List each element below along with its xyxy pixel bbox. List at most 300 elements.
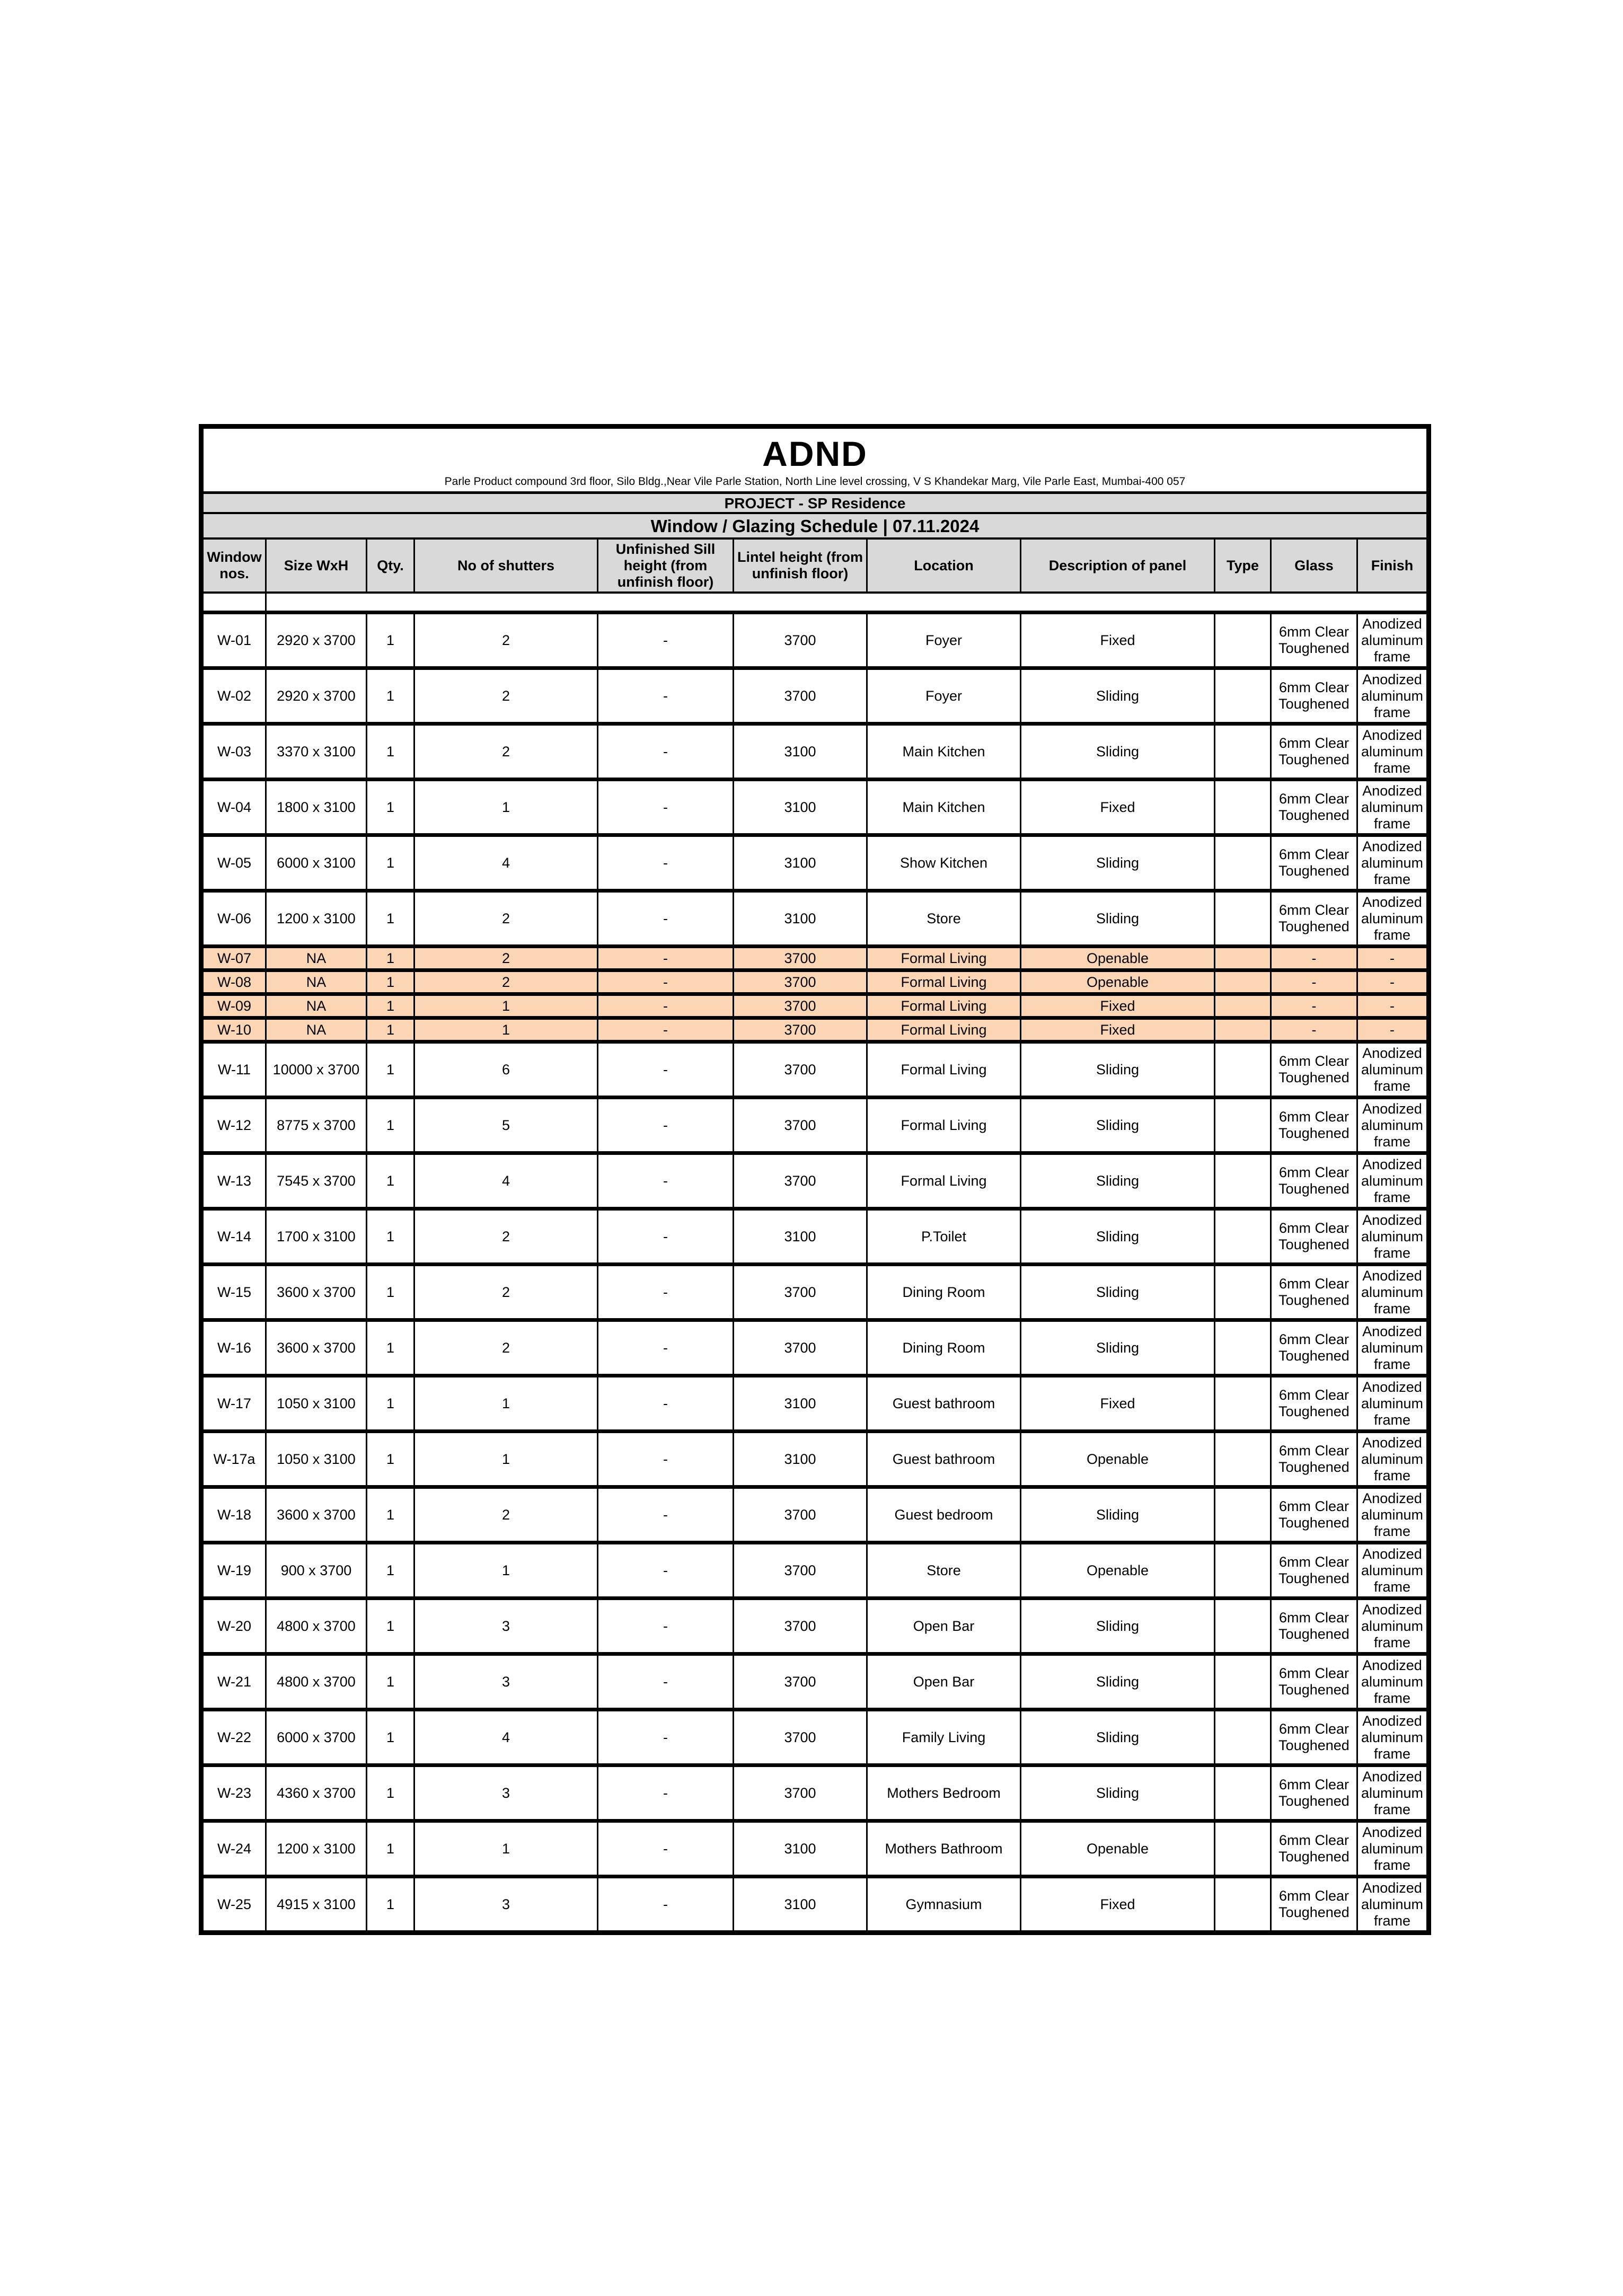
cell-finish: Anodized aluminum frame (1357, 1376, 1429, 1432)
cell-lintel-height: 3700 (734, 1018, 867, 1042)
cell-glass: 6mm Clear Toughened (1271, 1432, 1357, 1487)
cell-lintel-height: 3700 (734, 1543, 867, 1599)
cell-finish: - (1357, 1018, 1429, 1042)
cell-glass: 6mm Clear Toughened (1271, 1376, 1357, 1432)
cell-qty: 1 (367, 891, 414, 947)
cell-glass: 6mm Clear Toughened (1271, 1209, 1357, 1265)
cell-window-no: W-22 (201, 1710, 266, 1765)
cell-type (1215, 1153, 1271, 1209)
column-header-6: Location (867, 538, 1021, 593)
cell-location: Gymnasium (867, 1877, 1021, 1933)
cell-location: P.Toilet (867, 1209, 1021, 1265)
cell-finish: Anodized aluminum frame (1357, 1209, 1429, 1265)
cell-finish: Anodized aluminum frame (1357, 1042, 1429, 1098)
cell-panel-description: Sliding (1021, 1710, 1215, 1765)
cell-lintel-height: 3100 (734, 1877, 867, 1933)
cell-finish: Anodized aluminum frame (1357, 724, 1429, 780)
cell-location: Store (867, 1543, 1021, 1599)
cell-panel-description: Fixed (1021, 1018, 1215, 1042)
cell-size: 1200 x 3100 (266, 891, 367, 947)
cell-size: 1800 x 3100 (266, 780, 367, 835)
cell-size: 3600 x 3700 (266, 1487, 367, 1543)
cell-sill-height: - (598, 1042, 734, 1098)
cell-location: Foyer (867, 613, 1021, 668)
cell-glass: 6mm Clear Toughened (1271, 1098, 1357, 1153)
cell-glass: 6mm Clear Toughened (1271, 668, 1357, 724)
cell-glass: 6mm Clear Toughened (1271, 1042, 1357, 1098)
cell-qty: 1 (367, 613, 414, 668)
table-row (201, 1487, 1429, 1543)
cell-size: NA (266, 970, 367, 994)
cell-window-no: W-13 (201, 1153, 266, 1209)
cell-lintel-height: 3700 (734, 1320, 867, 1376)
cell-qty: 1 (367, 668, 414, 724)
spacer-row (201, 593, 1429, 613)
table-row (201, 1098, 1429, 1153)
cell-location: Formal Living (867, 1153, 1021, 1209)
cell-window-no: W-19 (201, 1543, 266, 1599)
cell-qty: 1 (367, 1543, 414, 1599)
cell-size: NA (266, 994, 367, 1018)
cell-glass: 6mm Clear Toughened (1271, 1153, 1357, 1209)
cell-size: 4800 x 3700 (266, 1654, 367, 1710)
cell-type (1215, 1487, 1271, 1543)
cell-window-no: W-20 (201, 1599, 266, 1654)
cell-size: 4800 x 3700 (266, 1599, 367, 1654)
cell-type (1215, 1209, 1271, 1265)
cell-location: Show Kitchen (867, 835, 1021, 891)
cell-location: Main Kitchen (867, 780, 1021, 835)
cell-lintel-height: 3100 (734, 724, 867, 780)
cell-size: NA (266, 947, 367, 970)
cell-sill-height: - (598, 994, 734, 1018)
cell-window-no: W-12 (201, 1098, 266, 1153)
cell-finish: Anodized aluminum frame (1357, 1765, 1429, 1821)
cell-lintel-height: 3700 (734, 1265, 867, 1320)
cell-qty: 1 (367, 1654, 414, 1710)
cell-size: 10000 x 3700 (266, 1042, 367, 1098)
cell-qty: 1 (367, 970, 414, 994)
company-address: Parle Product compound 3rd floor, Silo Bldg.,Near Vile Parle Station, North Line level crossing, V S Khandekar Marg, Vile Parle East, Mumbai-400 057 (444, 475, 1186, 488)
spacer-cell-merged (266, 593, 1429, 613)
cell-type (1215, 1765, 1271, 1821)
cell-shutters: 1 (414, 1018, 598, 1042)
cell-window-no: W-18 (201, 1487, 266, 1543)
cell-location: Formal Living (867, 1098, 1021, 1153)
cell-size: 1200 x 3100 (266, 1821, 367, 1877)
table-row (201, 668, 1429, 724)
cell-shutters: 1 (414, 1821, 598, 1877)
cell-panel-description: Sliding (1021, 724, 1215, 780)
cell-finish: - (1357, 947, 1429, 970)
table-row (201, 1765, 1429, 1821)
column-header-7: Description of panel (1021, 538, 1215, 593)
cell-finish: Anodized aluminum frame (1357, 1654, 1429, 1710)
cell-window-no: W-01 (201, 613, 266, 668)
cell-finish: - (1357, 994, 1429, 1018)
column-header-0: Window nos. (201, 538, 266, 593)
table-row (201, 1654, 1429, 1710)
cell-type (1215, 1543, 1271, 1599)
cell-panel-description: Fixed (1021, 994, 1215, 1018)
table-row (201, 1432, 1429, 1487)
cell-location: Formal Living (867, 970, 1021, 994)
cell-window-no: W-14 (201, 1209, 266, 1265)
cell-window-no: W-21 (201, 1654, 266, 1710)
cell-sill-height: - (598, 780, 734, 835)
cell-qty: 1 (367, 1209, 414, 1265)
table-row (201, 1320, 1429, 1376)
cell-sill-height: - (598, 724, 734, 780)
cell-shutters: 2 (414, 970, 598, 994)
cell-location: Family Living (867, 1710, 1021, 1765)
cell-glass: 6mm Clear Toughened (1271, 780, 1357, 835)
cell-panel-description: Sliding (1021, 1209, 1215, 1265)
cell-sill-height: - (598, 1654, 734, 1710)
cell-glass: 6mm Clear Toughened (1271, 1710, 1357, 1765)
cell-size: NA (266, 1018, 367, 1042)
cell-location: Guest bathroom (867, 1432, 1021, 1487)
table-row (201, 994, 1429, 1018)
cell-qty: 1 (367, 1487, 414, 1543)
cell-size: 6000 x 3100 (266, 835, 367, 891)
cell-shutters: 4 (414, 835, 598, 891)
cell-qty: 1 (367, 1710, 414, 1765)
table-row (201, 891, 1429, 947)
cell-lintel-height: 3100 (734, 780, 867, 835)
column-header-1: Size WxH (266, 538, 367, 593)
project-title: PROJECT - SP Residence (201, 493, 1429, 514)
title-block-row (201, 427, 1429, 493)
cell-location: Mothers Bathroom (867, 1821, 1021, 1877)
cell-panel-description: Sliding (1021, 1765, 1215, 1821)
cell-finish: Anodized aluminum frame (1357, 1710, 1429, 1765)
cell-location: Dining Room (867, 1320, 1021, 1376)
cell-location: Formal Living (867, 947, 1021, 970)
schedule-table (199, 424, 1431, 1935)
cell-sill-height: - (598, 613, 734, 668)
cell-window-no: W-15 (201, 1265, 266, 1320)
cell-lintel-height: 3700 (734, 1042, 867, 1098)
cell-sill-height: - (598, 1765, 734, 1821)
cell-location: Dining Room (867, 1265, 1021, 1320)
cell-lintel-height: 3100 (734, 1432, 867, 1487)
cell-sill-height: - (598, 1265, 734, 1320)
cell-glass: 6mm Clear Toughened (1271, 1543, 1357, 1599)
cell-finish: Anodized aluminum frame (1357, 1432, 1429, 1487)
cell-qty: 1 (367, 724, 414, 780)
cell-finish: Anodized aluminum frame (1357, 835, 1429, 891)
cell-window-no: W-17a (201, 1432, 266, 1487)
table-row (201, 1265, 1429, 1320)
cell-size: 4915 x 3100 (266, 1877, 367, 1933)
cell-shutters: 2 (414, 947, 598, 970)
cell-shutters: 1 (414, 780, 598, 835)
cell-panel-description: Sliding (1021, 1487, 1215, 1543)
cell-finish: Anodized aluminum frame (1357, 1153, 1429, 1209)
cell-type (1215, 1821, 1271, 1877)
cell-glass: - (1271, 947, 1357, 970)
cell-type (1215, 994, 1271, 1018)
cell-lintel-height: 3700 (734, 947, 867, 970)
cell-sill-height: - (598, 947, 734, 970)
cell-glass: - (1271, 994, 1357, 1018)
cell-sill-height: - (598, 1543, 734, 1599)
cell-qty: 1 (367, 1376, 414, 1432)
cell-type (1215, 1432, 1271, 1487)
cell-panel-description: Openable (1021, 947, 1215, 970)
cell-shutters: 2 (414, 668, 598, 724)
cell-type (1215, 668, 1271, 724)
cell-type (1215, 724, 1271, 780)
cell-finish: Anodized aluminum frame (1357, 780, 1429, 835)
cell-sill-height: - (598, 1018, 734, 1042)
cell-qty: 1 (367, 1821, 414, 1877)
cell-qty: 1 (367, 1432, 414, 1487)
cell-type (1215, 1654, 1271, 1710)
cell-type (1215, 1710, 1271, 1765)
cell-glass: 6mm Clear Toughened (1271, 1821, 1357, 1877)
cell-size: 3600 x 3700 (266, 1265, 367, 1320)
cell-glass: 6mm Clear Toughened (1271, 1265, 1357, 1320)
cell-finish: Anodized aluminum frame (1357, 1543, 1429, 1599)
cell-location: Guest bathroom (867, 1376, 1021, 1432)
cell-qty: 1 (367, 994, 414, 1018)
cell-glass: 6mm Clear Toughened (1271, 1765, 1357, 1821)
cell-window-no: W-16 (201, 1320, 266, 1376)
cell-type (1215, 1599, 1271, 1654)
cell-location: Main Kitchen (867, 724, 1021, 780)
table-row (201, 1018, 1429, 1042)
table-row (201, 1877, 1429, 1933)
column-header-9: Glass (1271, 538, 1357, 593)
cell-sill-height: - (598, 668, 734, 724)
cell-finish: Anodized aluminum frame (1357, 1821, 1429, 1877)
cell-panel-description: Sliding (1021, 1265, 1215, 1320)
cell-panel-description: Openable (1021, 1821, 1215, 1877)
cell-finish: Anodized aluminum frame (1357, 891, 1429, 947)
cell-window-no: W-06 (201, 891, 266, 947)
cell-size: 8775 x 3700 (266, 1098, 367, 1153)
cell-sill-height: - (598, 1209, 734, 1265)
cell-lintel-height: 3700 (734, 994, 867, 1018)
cell-window-no: W-17 (201, 1376, 266, 1432)
column-header-row (201, 538, 1429, 593)
cell-type (1215, 1265, 1271, 1320)
cell-shutters: 1 (414, 1376, 598, 1432)
cell-type (1215, 780, 1271, 835)
cell-glass: 6mm Clear Toughened (1271, 1599, 1357, 1654)
cell-window-no: W-09 (201, 994, 266, 1018)
cell-finish: Anodized aluminum frame (1357, 1487, 1429, 1543)
cell-window-no: W-07 (201, 947, 266, 970)
cell-qty: 1 (367, 1042, 414, 1098)
cell-size: 3600 x 3700 (266, 1320, 367, 1376)
cell-panel-description: Fixed (1021, 1877, 1215, 1933)
table-row (201, 1042, 1429, 1098)
company-logo-text: ADND (762, 434, 868, 473)
cell-sill-height: - (598, 1877, 734, 1933)
cell-panel-description: Openable (1021, 1543, 1215, 1599)
cell-panel-description: Sliding (1021, 668, 1215, 724)
cell-glass: 6mm Clear Toughened (1271, 1654, 1357, 1710)
cell-lintel-height: 3700 (734, 1765, 867, 1821)
cell-lintel-height: 3700 (734, 1599, 867, 1654)
table-row (201, 835, 1429, 891)
cell-shutters: 2 (414, 1320, 598, 1376)
cell-lintel-height: 3100 (734, 891, 867, 947)
cell-finish: Anodized aluminum frame (1357, 1599, 1429, 1654)
cell-type (1215, 1098, 1271, 1153)
cell-type (1215, 613, 1271, 668)
cell-qty: 1 (367, 780, 414, 835)
cell-location: Store (867, 891, 1021, 947)
cell-qty: 1 (367, 1320, 414, 1376)
column-header-10: Finish (1357, 538, 1429, 593)
cell-glass: 6mm Clear Toughened (1271, 613, 1357, 668)
cell-panel-description: Openable (1021, 1432, 1215, 1487)
cell-lintel-height: 3700 (734, 970, 867, 994)
cell-finish: Anodized aluminum frame (1357, 1320, 1429, 1376)
cell-size: 6000 x 3700 (266, 1710, 367, 1765)
cell-qty: 1 (367, 835, 414, 891)
cell-panel-description: Sliding (1021, 835, 1215, 891)
project-title-row (201, 493, 1429, 514)
table-row (201, 970, 1429, 994)
cell-lintel-height: 3100 (734, 1209, 867, 1265)
cell-sill-height: - (598, 970, 734, 994)
cell-location: Guest bedroom (867, 1487, 1021, 1543)
cell-qty: 1 (367, 1098, 414, 1153)
cell-shutters: 1 (414, 994, 598, 1018)
cell-window-no: W-11 (201, 1042, 266, 1098)
cell-glass: 6mm Clear Toughened (1271, 1877, 1357, 1933)
cell-size: 3370 x 3100 (266, 724, 367, 780)
cell-shutters: 6 (414, 1042, 598, 1098)
table-row (201, 613, 1429, 668)
spacer-cell-window-no (201, 593, 266, 613)
cell-type (1215, 1018, 1271, 1042)
cell-type (1215, 835, 1271, 891)
cell-qty: 1 (367, 1765, 414, 1821)
cell-sill-height: - (598, 1153, 734, 1209)
cell-glass: 6mm Clear Toughened (1271, 891, 1357, 947)
cell-shutters: 3 (414, 1877, 598, 1933)
cell-window-no: W-03 (201, 724, 266, 780)
cell-qty: 1 (367, 1599, 414, 1654)
cell-finish: Anodized aluminum frame (1357, 1265, 1429, 1320)
cell-shutters: 1 (414, 1432, 598, 1487)
cell-lintel-height: 3100 (734, 1821, 867, 1877)
cell-type (1215, 1320, 1271, 1376)
cell-finish: Anodized aluminum frame (1357, 613, 1429, 668)
cell-type (1215, 970, 1271, 994)
cell-qty: 1 (367, 1153, 414, 1209)
cell-panel-description: Openable (1021, 970, 1215, 994)
cell-lintel-height: 3700 (734, 1487, 867, 1543)
cell-lintel-height: 3100 (734, 1376, 867, 1432)
cell-type (1215, 1376, 1271, 1432)
cell-location: Mothers Bedroom (867, 1765, 1021, 1821)
cell-glass: 6mm Clear Toughened (1271, 1487, 1357, 1543)
cell-panel-description: Sliding (1021, 1042, 1215, 1098)
cell-window-no: W-10 (201, 1018, 266, 1042)
cell-shutters: 3 (414, 1654, 598, 1710)
column-header-3: No of shutters (414, 538, 598, 593)
cell-type (1215, 947, 1271, 970)
cell-finish: Anodized aluminum frame (1357, 668, 1429, 724)
cell-sill-height: - (598, 1487, 734, 1543)
cell-size: 900 x 3700 (266, 1543, 367, 1599)
cell-lintel-height: 3100 (734, 835, 867, 891)
cell-glass: - (1271, 970, 1357, 994)
cell-sill-height: - (598, 1098, 734, 1153)
cell-finish: Anodized aluminum frame (1357, 1877, 1429, 1933)
cell-panel-description: Sliding (1021, 891, 1215, 947)
window-glazing-schedule-sheet (199, 424, 1431, 1935)
cell-panel-description: Fixed (1021, 613, 1215, 668)
cell-sill-height: - (598, 1821, 734, 1877)
cell-panel-description: Sliding (1021, 1654, 1215, 1710)
cell-sill-height: - (598, 1599, 734, 1654)
cell-window-no: W-02 (201, 668, 266, 724)
table-row (201, 1710, 1429, 1765)
cell-panel-description: Sliding (1021, 1320, 1215, 1376)
cell-shutters: 4 (414, 1710, 598, 1765)
cell-shutters: 2 (414, 1209, 598, 1265)
cell-window-no: W-25 (201, 1877, 266, 1933)
table-row (201, 1209, 1429, 1265)
cell-panel-description: Sliding (1021, 1098, 1215, 1153)
cell-window-no: W-05 (201, 835, 266, 891)
cell-shutters: 2 (414, 1487, 598, 1543)
cell-size: 1050 x 3100 (266, 1376, 367, 1432)
table-row (201, 947, 1429, 970)
table-row (201, 780, 1429, 835)
cell-shutters: 2 (414, 1265, 598, 1320)
cell-size: 1050 x 3100 (266, 1432, 367, 1487)
cell-sill-height: - (598, 1432, 734, 1487)
cell-shutters: 3 (414, 1599, 598, 1654)
cell-glass: - (1271, 1018, 1357, 1042)
cell-sill-height: - (598, 835, 734, 891)
cell-size: 2920 x 3700 (266, 668, 367, 724)
cell-glass: 6mm Clear Toughened (1271, 1320, 1357, 1376)
table-row (201, 1543, 1429, 1599)
cell-qty: 1 (367, 947, 414, 970)
table-row (201, 1153, 1429, 1209)
column-header-4: Unfinished Sill height (from unfinish floor) (598, 538, 734, 593)
cell-sill-height: - (598, 1710, 734, 1765)
cell-lintel-height: 3700 (734, 1098, 867, 1153)
cell-size: 1700 x 3100 (266, 1209, 367, 1265)
cell-glass: 6mm Clear Toughened (1271, 835, 1357, 891)
cell-window-no: W-23 (201, 1765, 266, 1821)
cell-location: Foyer (867, 668, 1021, 724)
cell-lintel-height: 3700 (734, 613, 867, 668)
cell-location: Formal Living (867, 1042, 1021, 1098)
table-row (201, 1599, 1429, 1654)
schedule-title-row (201, 513, 1429, 538)
cell-qty: 1 (367, 1877, 414, 1933)
cell-panel-description: Fixed (1021, 1376, 1215, 1432)
cell-panel-description: Sliding (1021, 1599, 1215, 1654)
cell-sill-height: - (598, 1320, 734, 1376)
cell-qty: 1 (367, 1265, 414, 1320)
table-row (201, 724, 1429, 780)
schedule-title: Window / Glazing Schedule | 07.11.2024 (201, 513, 1429, 538)
cell-lintel-height: 3700 (734, 668, 867, 724)
